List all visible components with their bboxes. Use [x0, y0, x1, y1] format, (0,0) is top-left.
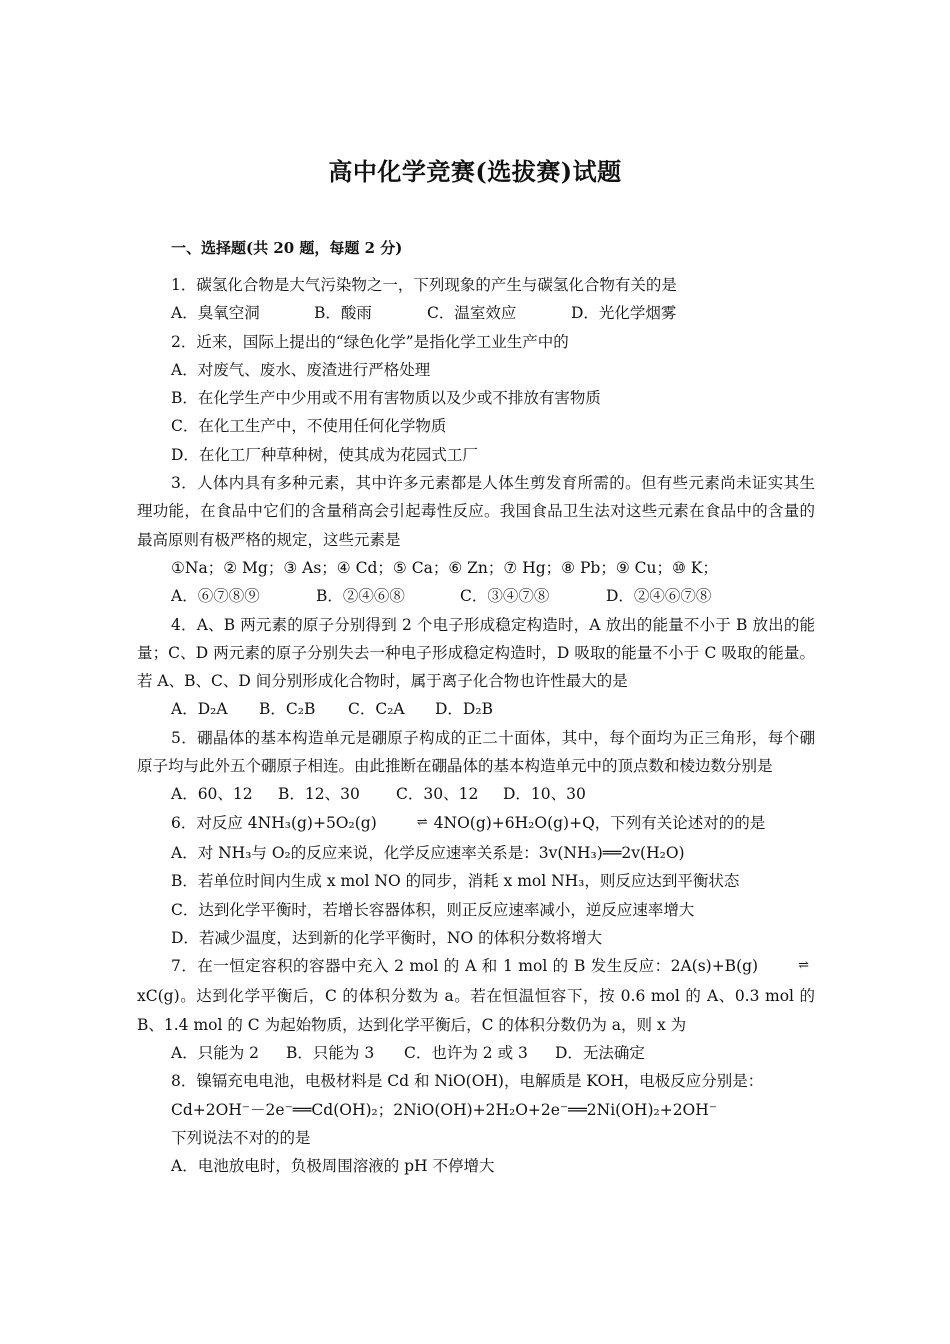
page-title: 高中化学竞赛(选拔赛)试题: [328, 157, 622, 186]
option-d: D．若减少温度，达到新的化学平衡时，NO 的体积分数将增大: [171, 928, 603, 947]
option-b: B．在化学生产中少用或不用有害物质以及少或不排放有害物质: [171, 389, 601, 408]
option-b: B．只能为 3: [286, 1044, 375, 1063]
question-1-options: [137, 299, 815, 327]
option-d: D．10、30: [503, 785, 586, 804]
option-a: A．只能为 2: [171, 1044, 259, 1063]
option-b: B．酸雨: [314, 304, 372, 323]
option-d: D．在化工厂种草种树，使其成为花园式工厂: [171, 445, 478, 464]
option-a: A．对 NH₃与 O₂的反应来说，化学反应速率关系是：3v(NH₃)══2v(H₂O): [171, 843, 685, 862]
question-2-stem: 2．近来，国际上提出的“绿色化学”是指化学工业生产中的: [171, 332, 569, 351]
question-3-elements: ①Na；② Mg；③ As；④ Cd；⑤ Ca；⑥ Zn；⑦ Hg；⑧ Pb；⑨ Cu；⑩ K；: [171, 558, 718, 577]
question-6-stem-left: 6．对反应 4NH₃(g)+5O₂(g): [171, 813, 377, 832]
question-6-stem-right: 4NO(g)+6H₂O(g)+Q，下列有关论述对的的是: [433, 813, 766, 832]
question-1-stem: 1．碳氢化合物是大气污染物之一，下列现象的产生与碳氢化合物有关的是: [171, 276, 677, 294]
option-c: C．在化工生产中，不使用任何化学物质: [171, 417, 447, 436]
question-4-stem: 4．A、B 两元素的原子分别得到 2 个电子形成稳定构造时，A 放出的能量不小于 B 放出的能量；C、D 两元素的原子分别失去一种电子形成稳定构造时，D 吸取的能量不小于 C 吸取的能量。若 A、B、C、D 间分别形成化合物时，属于离子化合物也许性最大的是: [137, 615, 815, 691]
option-d: D．光化学烟雾: [571, 304, 677, 323]
option-a: A．对废气、废水、废渣进行严格处理: [171, 360, 431, 379]
question-8-prompt: 下列说法不对的的是: [171, 1128, 311, 1147]
equilibrium-arrow-icon: ⇌: [416, 814, 428, 830]
option-d: D．②④⑥⑦⑧: [606, 587, 712, 606]
question-7-stem: [137, 952, 815, 1039]
question-5-stem: 5．硼晶体的基本构造单元是硼原子构成的正二十面体，其中，每个面均为正三角形，每个硼原子均与此外五个硼原子相连。由此推断在硼晶体的基本构造单元中的顶点数和棱边数分别是: [137, 728, 815, 776]
option-a: A．D₂A: [171, 700, 228, 719]
question-4-options: [137, 695, 815, 723]
question-5-options: [137, 780, 815, 808]
option-d: D．无法确定: [555, 1044, 645, 1063]
option-c: C．达到化学平衡时，若增长容器体积，则正反应速率减小，逆反应速率增大: [171, 900, 695, 919]
option-a: A．60、12: [171, 785, 253, 804]
questions-body: [137, 271, 815, 1181]
option-a: A．⑥⑦⑧⑨: [171, 587, 260, 606]
option-a: A．电池放电时，负极周围溶液的 pH 不停增大: [171, 1157, 495, 1176]
option-c: C．30、12: [396, 785, 479, 804]
question-3-stem: 3．人体内具有多种元素，其中许多元素都是人体生剪发育所需的。但有些元素尚未证实其生理功能，在食品中它们的含量稍高会引起毒性反应。我国食品卫生法对这些元素在食品中的含量的最高原则有极严格的规定，这些元素是: [137, 474, 815, 549]
question-8-stem: 8．镍镉充电电池，电极材料是 Cd 和 NiO(OH)，电解质是 KOH，电极反应分别是：: [171, 1072, 764, 1091]
question-7-options: [137, 1039, 815, 1067]
question-7-stem-right: xC(g)。达到化学平衡后，C 的体积分数为 a。若在恒温恒容下，按 0.6 mol 的 A、0.3 mol 的 B、1.4 mol 的 C 为起始物质，达到化学平衡后，C 的体积分数仍为 a，则 x 为: [137, 987, 815, 1034]
question-7-stem-left: 7．在一恒定容积的容器中充入 2 mol 的 A 和 1 mol 的 B 发生反应：2A(s)+B(g): [171, 957, 759, 976]
option-c: C．温室效应: [427, 304, 517, 323]
question-3-options: [137, 582, 815, 610]
option-c: C．③④⑦⑧: [460, 587, 550, 606]
option-c: C．C₂A: [348, 700, 405, 719]
option-d: D．D₂B: [435, 700, 493, 719]
option-c: C．也许为 2 或 3: [404, 1044, 528, 1063]
equilibrium-arrow-icon: ⇌: [798, 958, 809, 974]
option-a: A．臭氧空洞: [171, 304, 260, 323]
section-heading: 一、选择题(共 20 题，每题 2 分): [171, 239, 403, 257]
option-b: B．12、30: [278, 785, 360, 804]
question-6-stem: [137, 809, 815, 839]
option-b: B．②④⑥⑧: [316, 587, 405, 606]
option-b: B．C₂B: [259, 700, 316, 719]
option-b: B．若单位时间内生成 x mol NO 的同步，消耗 x mol NH₃，则反应达到平衡状态: [171, 872, 740, 891]
question-8-equation: Cd+2OH⁻－2e⁻══Cd(OH)₂；2NiO(OH)+2H₂O+2e⁻══2Ni(OH)₂+2OH⁻: [171, 1100, 717, 1119]
